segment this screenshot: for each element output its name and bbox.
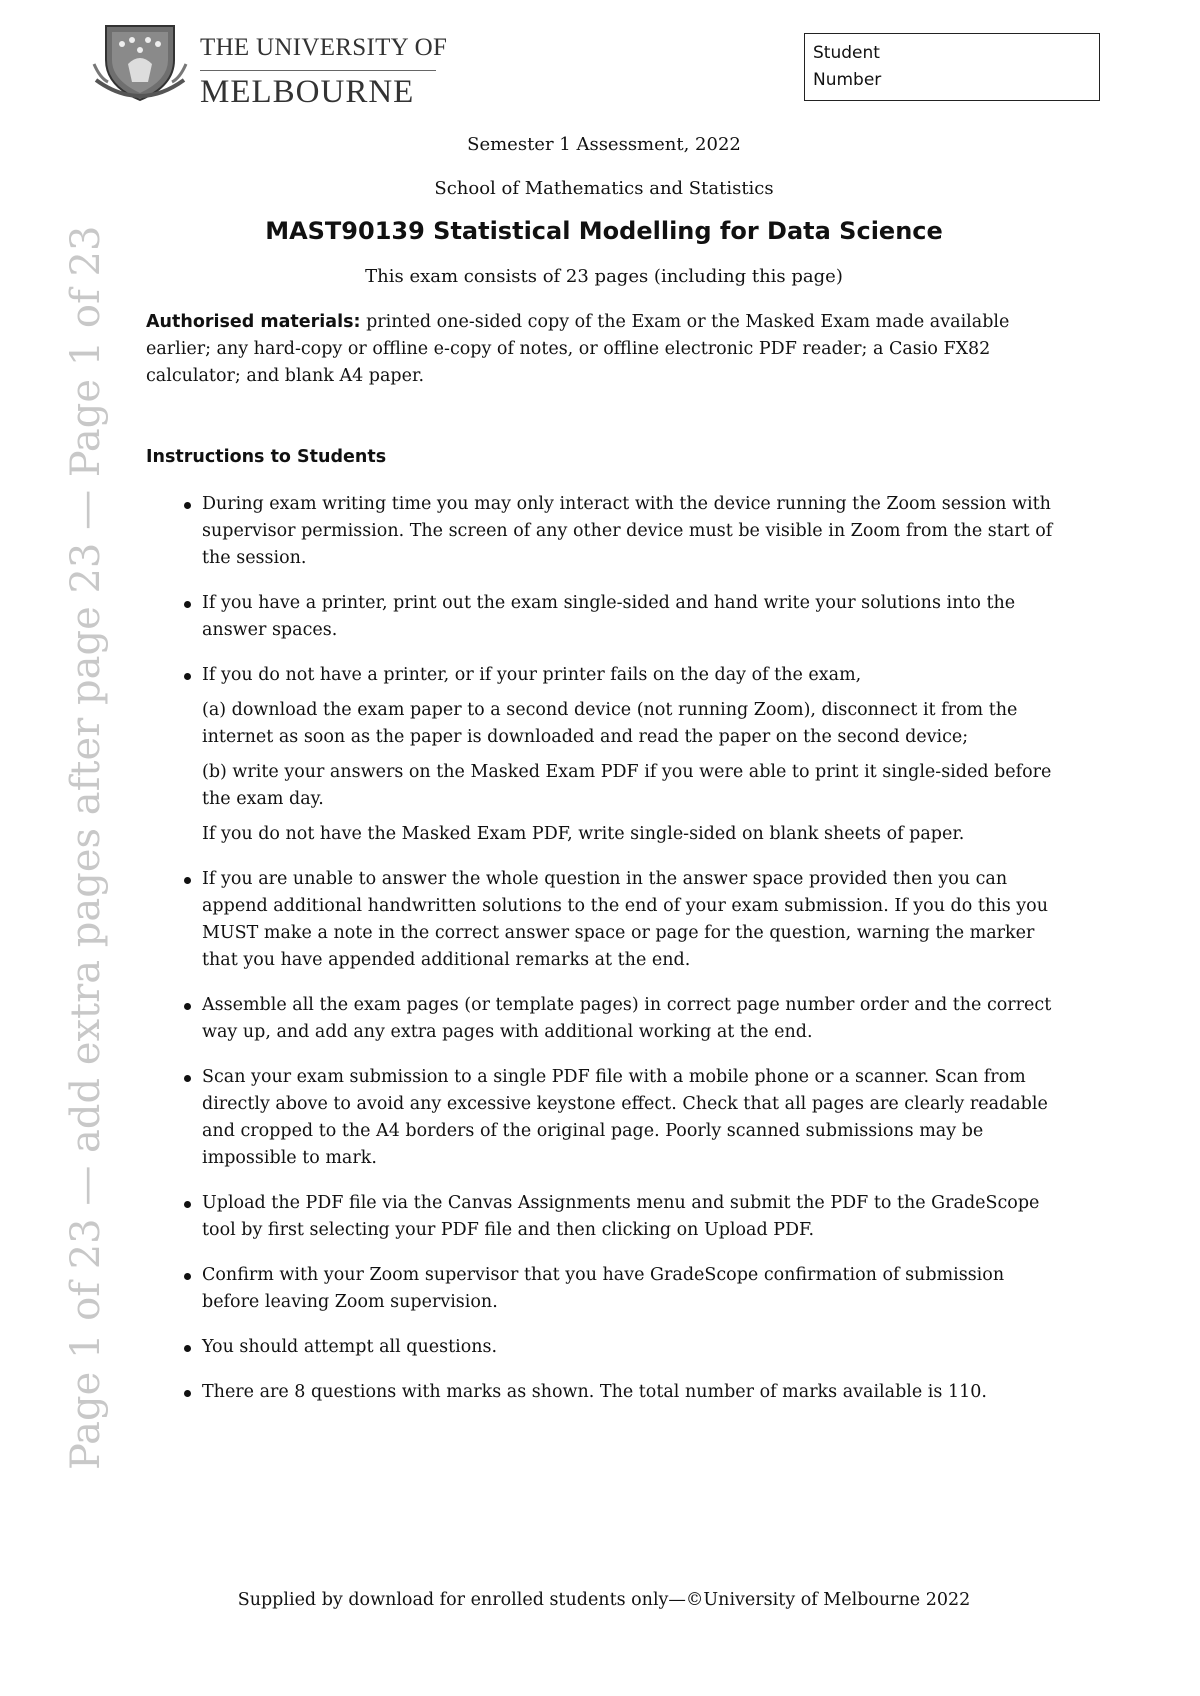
logo-line-2: MELBOURNE — [200, 74, 415, 110]
number-label: Number — [813, 70, 882, 90]
student-number-box[interactable] — [804, 33, 1100, 101]
school-line: School of Mathematics and Statistics — [434, 178, 774, 199]
bullet-icon — [184, 1345, 191, 1352]
instruction-item — [146, 1379, 1062, 1406]
instruction-item — [146, 866, 1062, 974]
authorised-materials — [146, 309, 1062, 390]
student-label: Student — [813, 43, 880, 63]
bullet-icon — [184, 877, 191, 884]
instructions-heading: Instructions to Students — [146, 447, 387, 467]
instruction-item — [146, 1262, 1062, 1316]
page-count-line: This exam consists of 23 pages (including this page) — [365, 266, 843, 287]
instruction-item — [146, 992, 1062, 1046]
instruction-item — [146, 662, 1062, 848]
university-crest-icon — [92, 20, 188, 104]
instruction-item — [146, 1064, 1062, 1172]
instruction-text: Scan your exam submission to a single PDF file with a mobile phone or a scanner. Scan from directly above to avoid any excessive keystone effect. Check that all pages are clearly readable and cropped to the A4 borders of the original page. Poorly scanned submissions may be impossible to mark. — [202, 1067, 1048, 1168]
instruction-item — [146, 1190, 1062, 1244]
semester-line: Semester 1 Assessment, 2022 — [467, 134, 741, 155]
instruction-text: If you do not have a printer, or if your printer fails on the day of the exam, — [202, 665, 862, 685]
instruction-text: Confirm with your Zoom supervisor that you have GradeScope confirmation of submission before leaving Zoom supervision. — [202, 1265, 1005, 1312]
bullet-icon — [184, 1201, 191, 1208]
instruction-text: During exam writing time you may only interact with the device running the Zoom session with supervisor permission. The screen of any other device must be visible in Zoom from the start of the session. — [202, 494, 1053, 568]
logo-line-1: THE UNIVERSITY OF — [200, 34, 448, 61]
instruction-text: If you have a printer, print out the exam single-sided and hand write your solutions into the answer spaces. — [202, 593, 1016, 640]
instruction-subitem-note: If you do not have the Masked Exam PDF, write single-sided on blank sheets of paper. — [202, 824, 965, 844]
page-sidebar-marker: Page 1 of 23 — add extra pages after page 23 — Page 1 of 23 — [63, 225, 109, 1470]
authorised-materials-text: printed one-sided copy of the Exam or the Masked Exam made available earlier; any hard-copy or offline e-copy of notes, or offline electronic PDF reader; a Casio FX82 calculator; and blank A4 paper. — [146, 312, 1010, 386]
bullet-icon — [184, 1273, 191, 1280]
instructions-list — [146, 491, 1062, 1424]
page-footer: Supplied by download for enrolled students only—©University of Melbourne 2022 — [237, 1590, 971, 1610]
bullet-icon — [184, 1390, 191, 1397]
bullet-icon — [184, 502, 191, 509]
instruction-text: Assemble all the exam pages (or template pages) in correct page number order and the correct way up, and add any extra pages with additional working at the end. — [202, 995, 1052, 1042]
instruction-text: Upload the PDF file via the Canvas Assignments menu and submit the PDF to the GradeScope tool by first selecting your PDF file and then clicking on Upload PDF. — [202, 1193, 1040, 1240]
instruction-item — [146, 1334, 1062, 1361]
bullet-icon — [184, 601, 191, 608]
authorised-materials-label: Authorised materials: — [146, 312, 361, 332]
logo-divider — [200, 70, 436, 71]
instruction-text: There are 8 questions with marks as shown. The total number of marks available is 110. — [202, 1382, 987, 1402]
instruction-subitem-a: (a) download the exam paper to a second device (not running Zoom), disconnect it from the internet as soon as the paper is downloaded and read the paper on the second device; — [202, 700, 1018, 747]
bullet-icon — [184, 673, 191, 680]
instruction-text: If you are unable to answer the whole question in the answer space provided then you can append additional handwritten solutions to the end of your exam submission. If you do this you MUST make a note in the correct answer space or page for the question, warning the marker that you have appended additional remarks at the end. — [202, 869, 1048, 970]
bullet-icon — [184, 1003, 191, 1010]
instruction-item — [146, 491, 1062, 572]
instruction-subitem-b: (b) write your answers on the Masked Exam PDF if you were able to print it single-sided before the exam day. — [202, 762, 1052, 809]
university-logo — [92, 20, 448, 110]
course-title: MAST90139 Statistical Modelling for Data Science — [265, 217, 943, 245]
bullet-icon — [184, 1075, 191, 1082]
instruction-text: You should attempt all questions. — [202, 1337, 498, 1357]
instruction-item — [146, 590, 1062, 644]
